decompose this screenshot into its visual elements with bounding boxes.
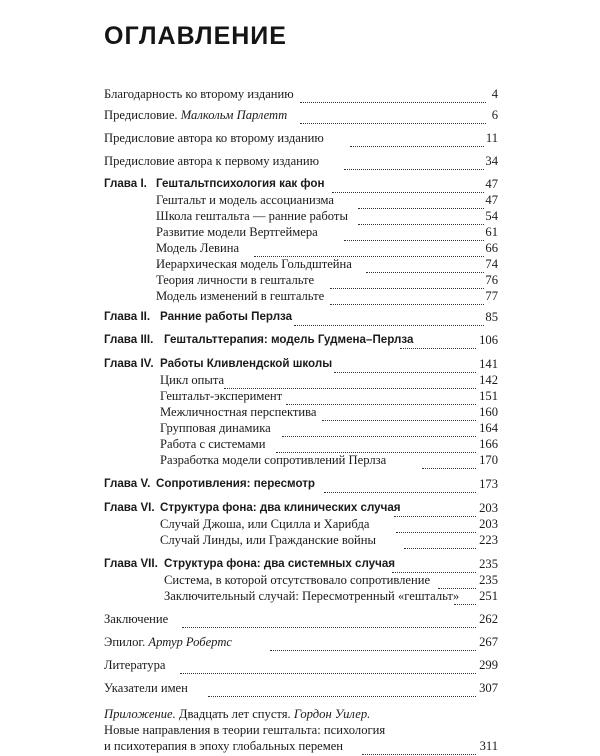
leader-dots	[396, 518, 476, 533]
toc-section[interactable]	[104, 242, 498, 258]
entry-page: 311	[479, 739, 498, 753]
appendix-label: Приложение.	[104, 707, 176, 721]
leader-dots	[344, 226, 484, 241]
leader-dots	[454, 590, 476, 605]
leader-dots	[300, 88, 486, 103]
entry-page: 251	[479, 589, 498, 603]
section-title: Групповая динамика	[160, 421, 271, 435]
entry-title: Предисловие автора к первому изданию	[104, 154, 320, 168]
leader-dots	[276, 438, 476, 453]
leader-dots	[208, 682, 476, 697]
toc-section[interactable]	[104, 210, 498, 226]
chapter-label: Глава III.	[104, 333, 154, 346]
leader-dots	[404, 534, 476, 549]
chapter-label: Глава VII.	[104, 557, 158, 570]
toc-entry-conclusion[interactable]	[104, 613, 498, 629]
entry-page: 61	[485, 225, 498, 239]
entry-title: Предисловие.	[104, 108, 181, 122]
leader-dots	[366, 258, 484, 273]
toc-section[interactable]	[104, 374, 498, 390]
section-title: Цикл опыта	[160, 373, 225, 387]
leader-dots	[182, 613, 476, 628]
section-title: Гештальт-эксперимент	[160, 389, 283, 403]
leader-dots	[438, 574, 476, 589]
leader-dots	[392, 558, 476, 573]
toc-chapter-6[interactable]	[104, 502, 498, 518]
appendix-line-1[interactable]	[104, 708, 370, 721]
section-title: Работа с системами	[160, 437, 266, 451]
toc-chapter-3[interactable]	[104, 334, 498, 350]
leader-dots	[332, 178, 484, 193]
leader-dots	[400, 334, 476, 349]
entry-page: 106	[479, 333, 498, 347]
section-title: Заключительный случай: Пересмотренный «гештальт»	[164, 589, 460, 603]
entry-page: 235	[479, 557, 498, 571]
toc-entry-preface-first[interactable]	[104, 155, 498, 171]
entry-page: 173	[479, 477, 498, 491]
toc-section[interactable]	[104, 574, 498, 590]
toc-section[interactable]	[104, 422, 498, 438]
toc-section[interactable]	[104, 454, 498, 470]
entry-page: 164	[479, 421, 498, 435]
appendix-author: Гордон Уилер.	[293, 707, 371, 721]
toc-entry-literature[interactable]	[104, 659, 498, 675]
leader-dots	[300, 109, 486, 124]
toc-entry-preface-second[interactable]	[104, 132, 498, 148]
entry-page: 76	[485, 273, 498, 287]
appendix-title: Двадцать лет спустя.	[175, 707, 294, 721]
entry-page: 166	[479, 437, 498, 451]
section-title: Гештальт и модель ассоцианизма	[156, 193, 335, 207]
entry-page: 223	[479, 533, 498, 547]
toc-section[interactable]	[104, 274, 498, 290]
toc-section[interactable]	[104, 438, 498, 454]
entry-page: 141	[479, 357, 498, 371]
toc-section[interactable]	[104, 534, 498, 550]
chapter-title: Работы Кливлендской школы	[160, 357, 333, 370]
entry-page: 151	[479, 389, 498, 403]
leader-dots	[334, 358, 476, 373]
entry-page: 203	[479, 517, 498, 531]
chapter-label: Глава V.	[104, 477, 151, 490]
leader-dots	[362, 740, 476, 755]
entry-title: и психотерапия в эпоху глобальных перемен	[104, 739, 344, 753]
entry-page: 307	[479, 681, 498, 695]
leader-dots	[324, 478, 476, 493]
entry-title: Благодарность ко второму изданию	[104, 87, 294, 101]
toc-section[interactable]	[104, 258, 498, 274]
page-title: ОГЛАВЛЕНИЕ	[104, 22, 287, 50]
section-title: Развитие модели Вертгеймера	[156, 225, 318, 239]
toc-chapter-7[interactable]	[104, 558, 498, 574]
chapter-title: Структура фона: два клинических случая	[160, 501, 401, 514]
entry-page: 85	[485, 310, 498, 324]
entry-page: 142	[479, 373, 498, 387]
leader-dots	[254, 242, 484, 257]
entry-page: 47	[485, 177, 498, 191]
chapter-title: Гештальттерапия: модель Гудмена–Перлза	[164, 333, 414, 346]
entry-page: 262	[479, 612, 498, 626]
entry-page: 11	[485, 131, 498, 145]
entry-page: 54	[485, 209, 498, 223]
entry-page: 160	[479, 405, 498, 419]
entry-title: Указатели имен	[104, 681, 188, 695]
leader-dots	[330, 290, 484, 305]
toc-section[interactable]	[104, 406, 498, 422]
leader-dots	[422, 454, 476, 469]
entry-page: 6	[491, 108, 498, 122]
entry-page: 4	[491, 87, 498, 101]
entry-page: 66	[485, 241, 498, 255]
chapter-title: Гештальтпсихология как фон	[156, 177, 325, 190]
section-title: Разработка модели сопротивлений Перлза	[160, 453, 387, 467]
toc-section[interactable]	[104, 226, 498, 242]
toc-section[interactable]	[104, 194, 498, 210]
section-title: Случай Джоша, или Сцилла и Харибда	[160, 517, 370, 531]
entry-title: Литература	[104, 658, 166, 672]
toc-chapter-2[interactable]	[104, 311, 498, 327]
leader-dots	[180, 659, 476, 674]
entry-title: Эпилог.	[104, 635, 149, 649]
section-title: Система, в которой отсутствовало сопротивление	[164, 573, 431, 587]
chapter-title: Структура фона: два системных случая	[164, 557, 396, 570]
entry-title: Предисловие автора ко второму изданию	[104, 131, 324, 145]
toc-entry-acknowledgements[interactable]	[104, 88, 498, 104]
entry-page: 74	[485, 257, 498, 271]
entry-author: Артур Робертс	[148, 635, 233, 649]
appendix-line-2: Новые направления в теории гештальта: психология	[104, 723, 386, 737]
entry-title: Заключение	[104, 612, 169, 626]
section-title: Межличностная перспектива	[160, 405, 317, 419]
leader-dots	[358, 194, 484, 209]
entry-page: 77	[485, 289, 498, 303]
entry-page: 267	[479, 635, 498, 649]
entry-page: 47	[485, 193, 498, 207]
toc-chapter-1[interactable]	[104, 178, 498, 194]
toc-entry-index[interactable]	[104, 682, 498, 698]
chapter-title: Сопротивления: пересмотр	[156, 477, 316, 490]
chapter-label: Глава VI.	[104, 501, 155, 514]
toc-chapter-5[interactable]	[104, 478, 498, 494]
toc-entry-foreword[interactable]	[104, 109, 498, 125]
appendix-line-3[interactable]	[104, 740, 498, 756]
section-title: Модель изменений в гештальте	[156, 289, 325, 303]
leader-dots	[344, 155, 484, 170]
leader-dots	[270, 636, 476, 651]
section-title: Иерархическая модель Гольдштейна	[156, 257, 352, 271]
leader-dots	[294, 311, 484, 326]
leader-dots	[322, 406, 476, 421]
leader-dots	[282, 422, 476, 437]
chapter-label: Глава II.	[104, 310, 151, 323]
leader-dots	[394, 502, 476, 517]
chapter-label: Глава IV.	[104, 357, 154, 370]
leader-dots	[358, 210, 484, 225]
entry-page: 235	[479, 573, 498, 587]
toc-entry-epilogue[interactable]	[104, 636, 498, 652]
toc-section[interactable]	[104, 518, 498, 534]
leader-dots	[224, 374, 476, 389]
section-title: Модель Левина	[156, 241, 240, 255]
entry-author: Малкольм Парлетт	[180, 108, 288, 122]
toc-chapter-4[interactable]	[104, 358, 498, 374]
toc-section[interactable]	[104, 290, 498, 306]
chapter-label: Глава I.	[104, 177, 147, 190]
entry-page: 34	[485, 154, 498, 168]
toc-section[interactable]	[104, 390, 498, 406]
leader-dots	[330, 274, 484, 289]
chapter-title: Ранние работы Перлза	[160, 310, 293, 323]
leader-dots	[350, 132, 484, 147]
entry-page: 299	[479, 658, 498, 672]
leader-dots	[286, 390, 476, 405]
entry-page: 170	[479, 453, 498, 467]
toc-section[interactable]	[104, 590, 498, 606]
section-title: Теория личности в гештальте	[156, 273, 315, 287]
section-title: Случай Линды, или Гражданские войны	[160, 533, 376, 547]
section-title: Школа гештальта — ранние работы	[156, 209, 348, 223]
entry-page: 203	[479, 501, 498, 515]
